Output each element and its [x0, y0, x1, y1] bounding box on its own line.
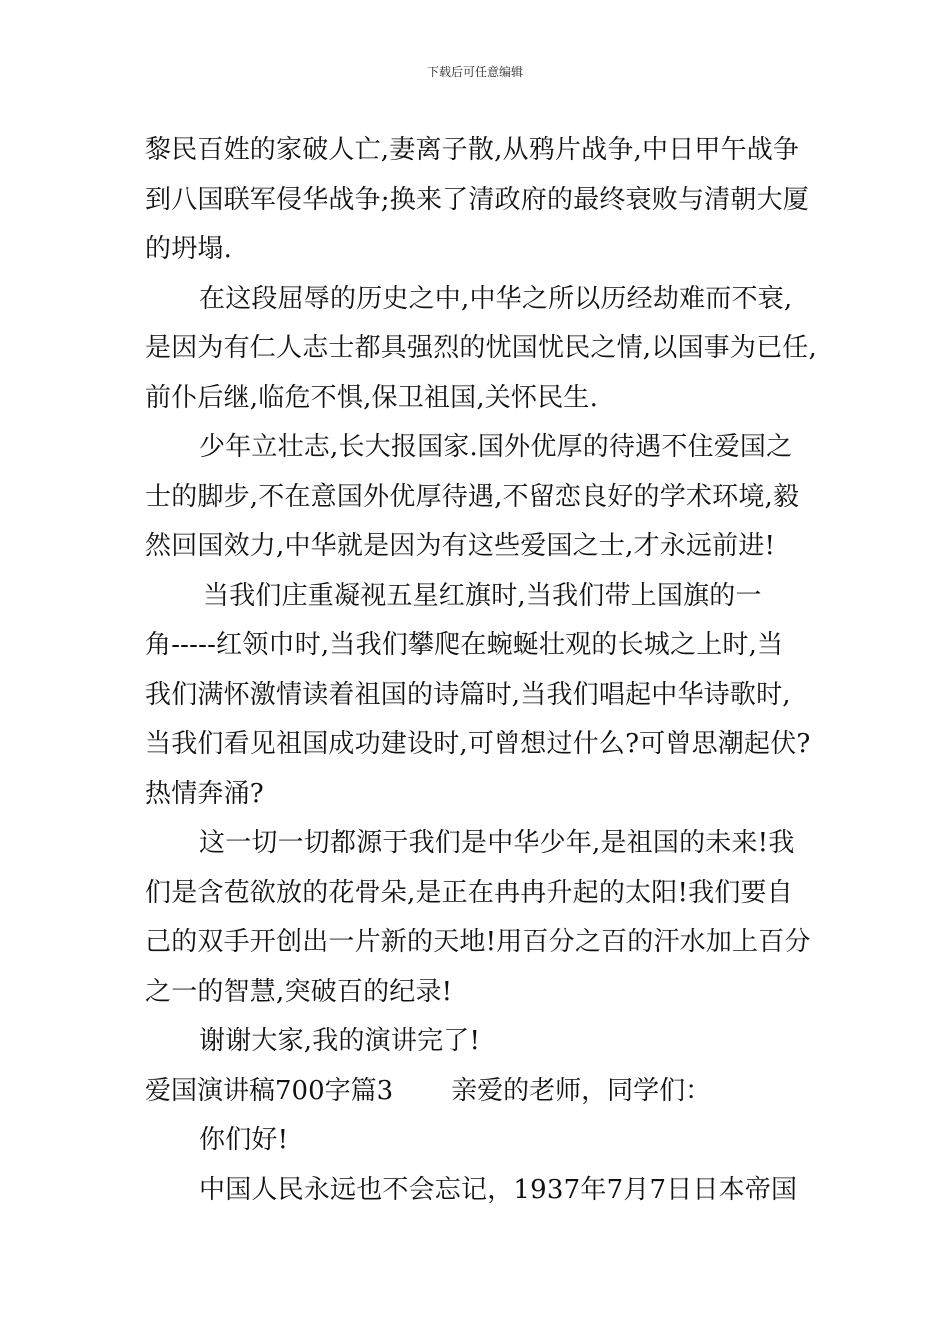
- section-greeting: 亲爱的老师，同学们：: [451, 1075, 712, 1106]
- paragraph-start-line: 谢谢大家,我的演讲完了!: [199, 1026, 481, 1056]
- text-line: 当我们看见祖国成功建设时,可曾想过什么?可曾思潮起伏?: [145, 729, 811, 759]
- text-line: 前仆后继,临危不惧,保卫祖国,关怀民生.: [145, 382, 599, 413]
- section-title-line: [145, 1067, 810, 1117]
- document-body: [145, 126, 817, 1215]
- text-line: 我们满怀激情读着祖国的诗篇时,当我们唱起中华诗歌时,: [145, 679, 791, 710]
- text-line: 黎民百姓的家破人亡,妻离子散,从鸦片战争,中日甲午战争: [145, 135, 800, 165]
- text-line: 之一的智慧,突破百的纪录!: [145, 976, 453, 1007]
- paragraph-start-line: 这一切一切都源于我们是中华少年,是祖国的未来!我: [199, 828, 795, 858]
- paragraph-start-line: 你们好!: [199, 1125, 289, 1155]
- section-title: 爱国演讲稿700字篇3: [145, 1075, 394, 1106]
- text-line: 然回国效力,中华就是因为有这些爱国之士,才永远前进!: [145, 531, 776, 561]
- text-line: 己的双手开创出一片新的天地!用百分之百的汗水加上百分: [145, 927, 811, 957]
- text-line: 们是含苞欲放的花骨朵,是正在冉冉升起的太阳!我们要自: [145, 877, 793, 908]
- page-header: 下载后可任意编辑: [426, 65, 523, 79]
- text-line: 到八国联军侵华战争;换来了清政府的最终衰败与清朝大厦: [145, 184, 809, 215]
- title-spacer: [393, 1067, 451, 1117]
- paragraph-start-line: 中国人民永远也不会忘记，1937年7月7日日本帝国: [199, 1174, 798, 1205]
- paragraph-start-line: 少年立壮志,长大报国家.国外优厚的待遇不住爱国之: [199, 432, 793, 462]
- paragraph-start-line: 当我们庄重凝视五星红旗时,当我们带上国旗的一: [203, 580, 762, 611]
- paragraph-start-line: 在这段屈辱的历史之中,中华之所以历经劫难而不衰,: [199, 283, 793, 314]
- text-line: 角-----红领巾时,当我们攀爬在蜿蜒壮观的长城之上时,当: [145, 630, 784, 660]
- text-line: 的坍塌.: [145, 234, 233, 264]
- text-line: 热情奔涌?: [145, 778, 264, 809]
- text-line: 士的脚步,不在意国外优厚待遇,不留恋良好的学术环境,毅: [145, 481, 800, 512]
- text-line: 是因为有仁人志士都具强烈的忧国忧民之情,以国事为已任,: [145, 333, 817, 363]
